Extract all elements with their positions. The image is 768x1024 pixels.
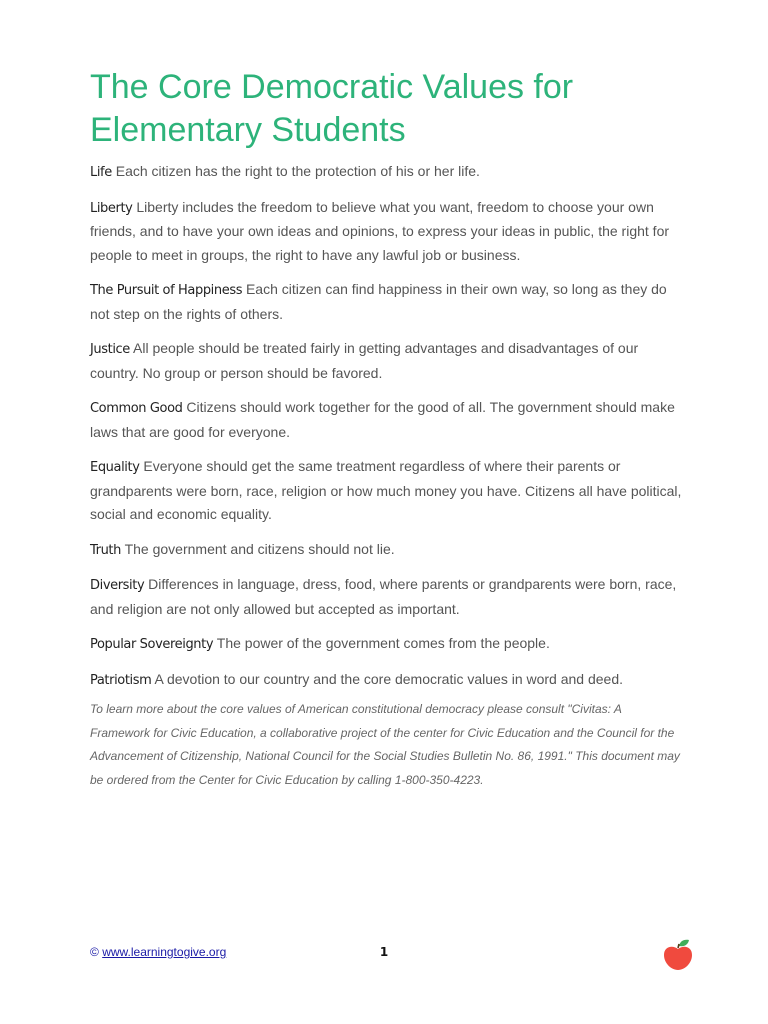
page-number: 1 bbox=[379, 945, 389, 959]
values-list bbox=[90, 160, 690, 703]
apple-icon bbox=[662, 938, 694, 972]
value-term: Liberty bbox=[90, 200, 133, 216]
value-description: The power of the government comes from the people. bbox=[216, 635, 550, 651]
value-term: Truth bbox=[90, 542, 121, 558]
value-description: Differences in language, dress, food, where parents or grandparents were born, race, and religion are not only allowed but accepted as important. bbox=[90, 576, 677, 617]
value-description: Each citizen has the right to the protection of his or her life. bbox=[115, 163, 480, 179]
value-item-equality bbox=[90, 455, 690, 527]
apple-leaf-icon bbox=[679, 940, 689, 947]
apple-stem-icon bbox=[678, 944, 679, 948]
value-description: Citizens should work together for the good of all. The government should make laws that are good for everyone. bbox=[90, 399, 675, 440]
value-term: Diversity bbox=[90, 578, 145, 593]
value-description: Everyone should get the same treatment regardless of where their parents or grandparents were born, race, religion or how much money you have. Citizens all have political, social and economic equality. bbox=[90, 458, 682, 522]
value-item-life bbox=[90, 160, 690, 185]
value-term: Patriotism bbox=[90, 672, 152, 688]
value-term: Equality bbox=[90, 460, 140, 475]
value-item-popular-sovereignty bbox=[90, 632, 690, 657]
value-item-diversity bbox=[90, 573, 690, 621]
value-term: Justice bbox=[90, 342, 130, 357]
value-term: Popular Sovereignty bbox=[90, 637, 214, 652]
value-description: A devotion to our country and the core democratic values in word and deed. bbox=[154, 670, 624, 687]
value-term: Common Good bbox=[90, 401, 183, 416]
copyright-symbol: © bbox=[90, 945, 99, 959]
footer-copyright bbox=[90, 944, 226, 960]
value-term: Life bbox=[90, 165, 112, 180]
reference-note: To learn more about the core values of American constitutional democracy please consult "Civitas: A Framework for Civic Education, a collaborative project of the center for Civic Education and the Council for the Advancement of Citizenship, National Council for the Social Studies Bulletin No. 86, 1991." This document may be ordered from the Center for Civic Education by calling 1-800-350-4223. bbox=[90, 702, 680, 787]
value-item-patriotism bbox=[90, 668, 690, 693]
value-term: The Pursuit of Happiness bbox=[90, 283, 243, 298]
value-item-truth bbox=[90, 538, 690, 563]
value-description: Each citizen can find happiness in their own way, so long as they do not step on the rights of others. bbox=[90, 281, 667, 322]
page-title: The Core Democratic Values for Elementary Students bbox=[90, 68, 574, 149]
value-item-pursuit-of-happiness bbox=[90, 278, 690, 326]
value-item-common-good bbox=[90, 396, 690, 444]
value-description: All people should be treated fairly in getting advantages and disadvantages of our country. No group or person should be favored. bbox=[90, 340, 639, 381]
apple-body-icon bbox=[664, 947, 692, 970]
value-item-liberty bbox=[90, 196, 690, 268]
value-description: The government and citizens should not lie. bbox=[124, 540, 395, 557]
value-description: Liberty includes the freedom to believe what you want, freedom to choose your own friends, and to have your own ideas and opinions, to express your ideas in public, the right for people to meet in groups, the right to have any lawful job or business. bbox=[90, 198, 670, 263]
value-item-justice bbox=[90, 337, 690, 385]
website-link[interactable]: www.learningtogive.org bbox=[102, 945, 227, 959]
